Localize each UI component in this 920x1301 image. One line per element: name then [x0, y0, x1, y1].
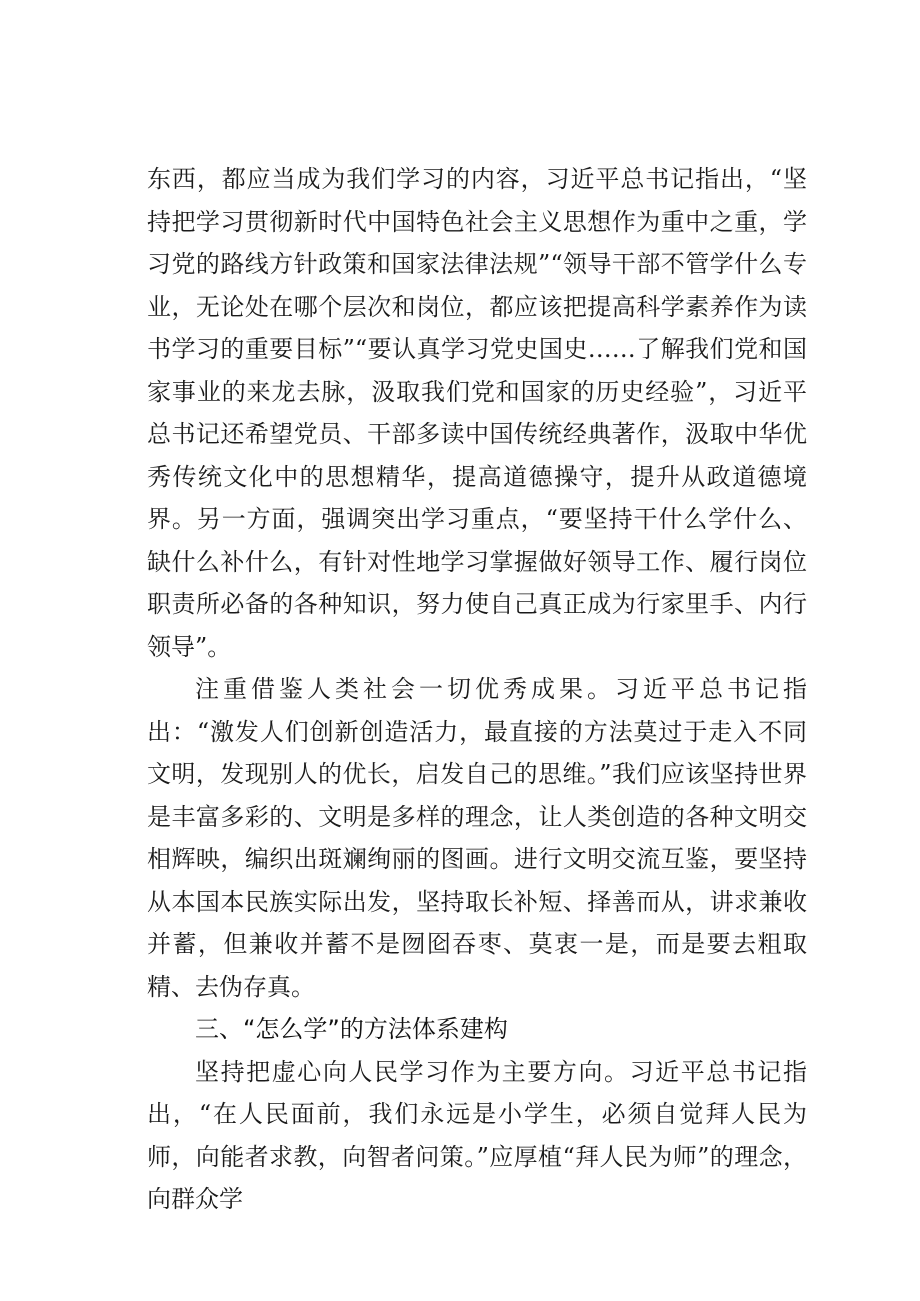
- paragraph-continuation: 东西，都应当成为我们学习的内容，习近平总书记指出，“坚持把学习贯彻新时代中国特色社会主义思想作为重中之重，学习党的路线方针政策和国家法律法规”“领导干部不管学什么专业，无论处在哪个层次和岗位，都应该把提高科学素养作为读书学习的重要目标”“要认真学习党史国史……了解我们党和国家事业的来龙去脉，汲取我们党和国家的历史经验”，习近平总书记还希望党员、干部多读中国传统经典著作，汲取中华优秀传统文化中的思想精华，提高道德操守，提升从政道德境界。另一方面，强调突出学习重点，“要坚持干什么学什么、缺什么补什么，有针对性地学习掌握做好领导工作、履行岗位职责所必备的各种知识，努力使自己真正成为行家里手、内行领导”。: [147, 165, 807, 661]
- paragraph-learn-from-people: 坚持把虚心向人民学习作为主要方向。习近平总书记指出，“在人民面前，我们永远是小学生，必须自觉拜人民为师，向能者求教，向智者问策。”应厚植“拜人民为师”的理念，向群众学: [147, 1057, 807, 1213]
- paragraph-learn-from-civilizations: 注重借鉴人类社会一切优秀成果。习近平总书记指出：“激发人们创新创造活力，最直接的方法莫过于走入不同文明，发现别人的优长，启发自己的思维。”我们应该坚持世界是丰富多彩的、文明是多样的理念，让人类创造的各种文明交相辉映，编织出斑斓绚丽的图画。进行文明交流互鉴，要坚持从本国本民族实际出发，坚持取长补短、择善而从，讲求兼收并蓄，但兼收并蓄不是囫囵吞枣、莫衷一是，而是要去粗取精、去伪存真。: [147, 675, 807, 1001]
- document-body: [147, 158, 807, 1221]
- section-heading: 三、“怎么学”的方法体系建构: [195, 1015, 508, 1043]
